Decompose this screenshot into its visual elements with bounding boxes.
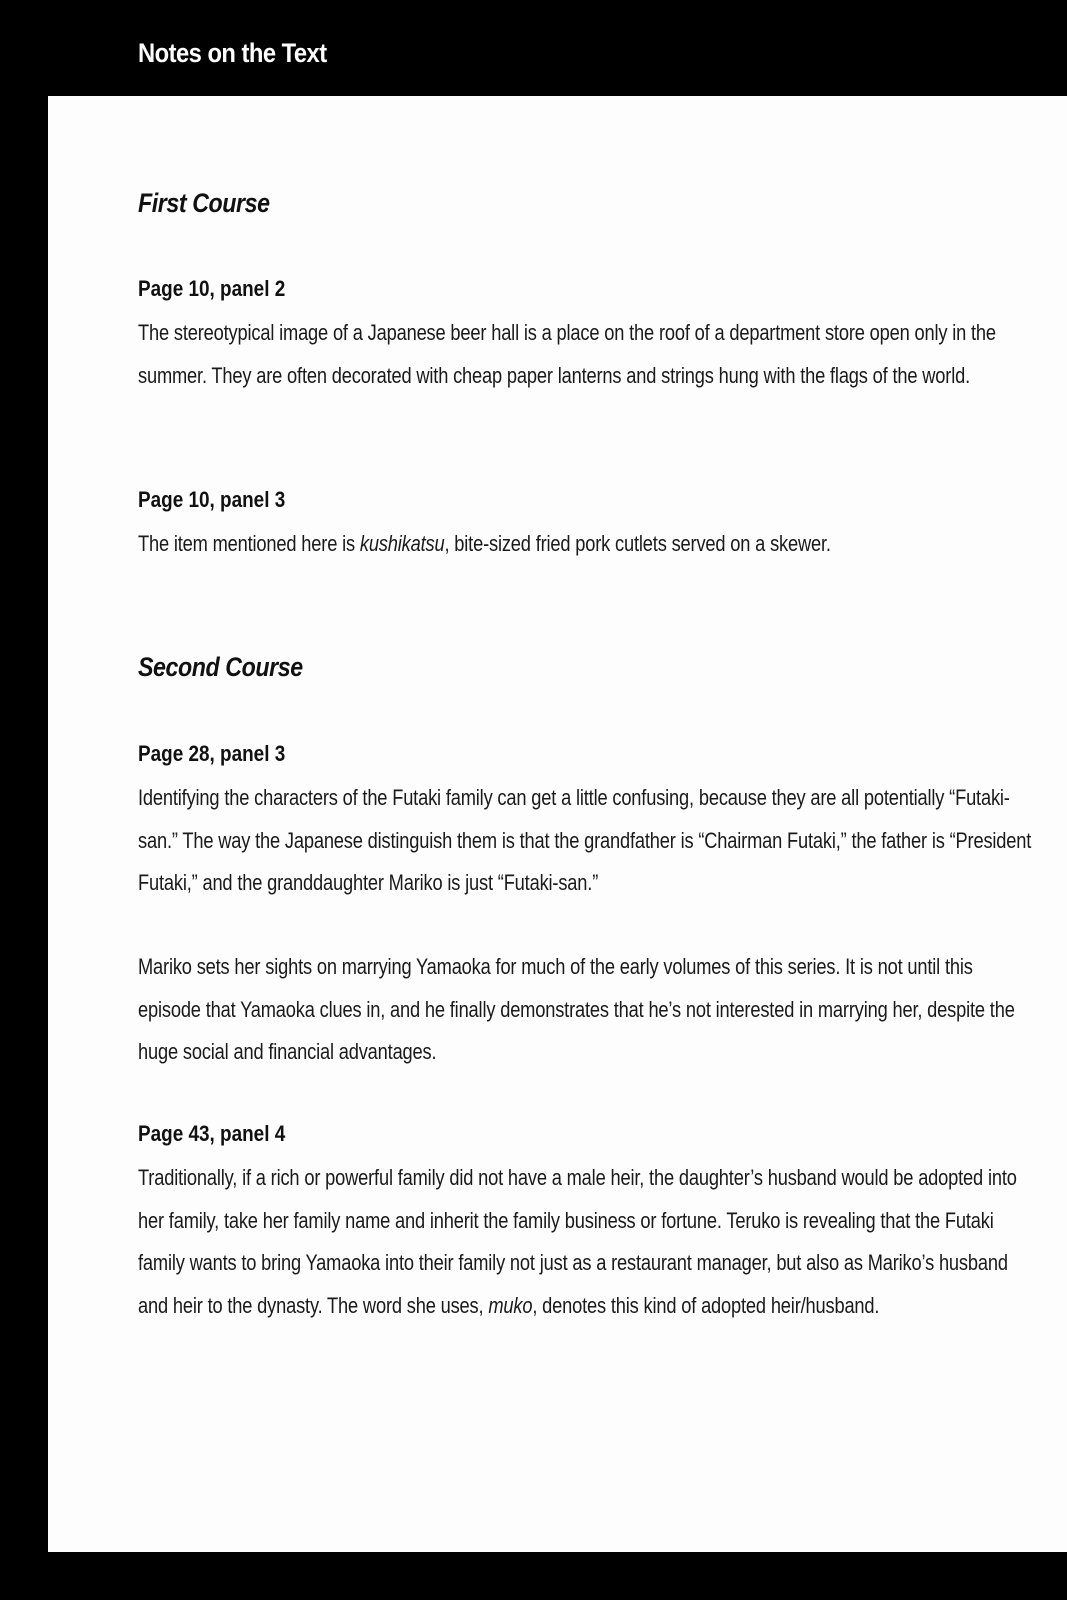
section-title-second-course: Second Course: [138, 652, 303, 682]
page-title: Notes on the Text: [138, 38, 327, 68]
note-text: [138, 523, 1039, 566]
note-text: Mariko sets her sights on marrying Yamaoka for much of the early volumes of this series. It is not until this episode that Yamaoka clues in, and he finally demonstrates that he’s not interested in marrying her, despite the huge social and financial advantages.: [138, 954, 1015, 1064]
note-text: Identifying the characters of the Futaki family can get a little confusing, because they are all potentially “Futaki-san.” The way the Japanese distinguish them is that the grandfather is “Chairman Futaki,” the father is “President Futaki,” and the granddaughter Mariko is just “Futaki-san.”: [138, 785, 1032, 895]
section-title-first-course: First Course: [138, 188, 270, 218]
note-text: The stereotypical image of a Japanese beer hall is a place on the roof of a department store open only in the summer. They are often decorated with cheap paper lanterns and strings hung with the flags of the world.: [138, 320, 996, 388]
note-text-part: , bite-sized fried pork cutlets served on a skewer.: [444, 531, 831, 556]
note-heading: Page 10, panel 3: [138, 487, 286, 512]
note-heading: Page 10, panel 2: [138, 276, 286, 301]
page-sheet: [48, 96, 1067, 1552]
note-heading: Page 28, panel 3: [138, 741, 286, 766]
note-text: [138, 1157, 1039, 1327]
note-text-part: The item mentioned here is: [138, 531, 360, 556]
note-heading: Page 43, panel 4: [138, 1121, 286, 1146]
header-bar: [0, 0, 1067, 96]
note-text-part: Traditionally, if a rich or powerful family did not have a male heir, the daughter’s husband would be adopted into her family, take her family name and inherit the family business or fortune. Teruko is revealing that the Futaki family wants to bring Yamaoka into their family not just as a restaurant manager, but also as Mariko’s husband and heir to the dynasty. The word she uses,: [138, 1165, 1017, 1318]
japanese-term: muko: [488, 1292, 533, 1318]
japanese-term: kushikatsu: [359, 531, 445, 556]
note-text-part: , denotes this kind of adopted heir/husband.: [532, 1292, 880, 1318]
